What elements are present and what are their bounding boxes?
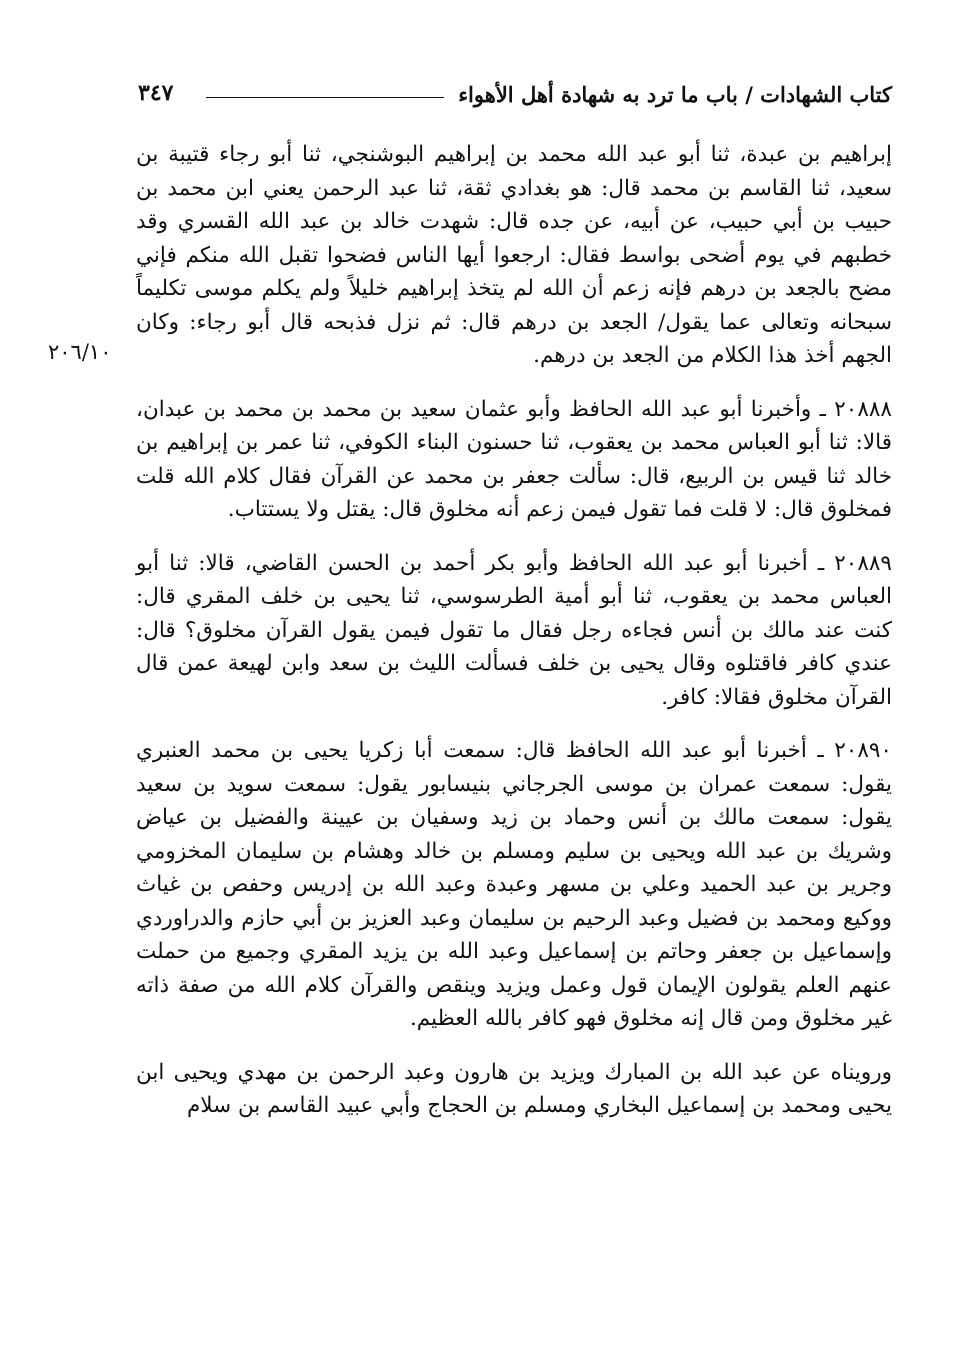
paragraph-text: إبراهيم بن عبدة، ثنا أبو عبد الله محمد بن إبراهيم البوشنجي، ثنا أبو رجاء قتيبة بن سعيد، ثنا القاسم بن محمد قال: هو بغدادي ثقة، ثنا عبد الرحمن يعني ابن محمد بن حبيب بن أبي حبيب، عن أبيه، عن جده قال: شهدت خالد بن عبد الله القسري وقد خطبهم في يوم أضحى بواسط فقال: ارجعوا أيها الناس فضحوا تقبل الله منكم فإني مضح بالجعد بن درهم فإنه زعم أن الله لم يتخذ إبراهيم خليلاً ولم يكلم موسى تكليماً سبحانه وتعالى عما يقول/ الجعد بن درهم قال: ثم نزل فذبحه قال أبو رجاء: وكان الجهم أخذ هذا الكلام من الجعد بن درهم. <box>136 142 892 368</box>
paragraph-text: ورويناه عن عبد الله بن المبارك ويزيد بن هارون وعبد الرحمن بن مهدي ويحيى ابن يحيى ومحمد بن إسماعيل البخاري ومسلم بن الحجاج وأبي عبيد القاسم بن سلام <box>136 1059 892 1118</box>
paragraph-continuation <box>136 1056 892 1123</box>
margin-reference: ٢٠٦/١٠ <box>48 340 112 364</box>
hadith-number: ٢٠٨٨٩ <box>834 550 892 576</box>
page-header <box>136 70 892 110</box>
page-number: ٣٤٧ <box>138 80 174 106</box>
hadith-paragraph <box>136 734 892 1036</box>
hadith-paragraph <box>136 547 892 715</box>
hadith-number: ٢٠٨٩٠ <box>834 738 892 763</box>
paragraph-text: ـ أخبرنا أبو عبد الله الحافظ وأبو بكر أحمد بن الحسن القاضي، قالا: ثنا أبو العباس محمد بن يعقوب، ثنا أبو أمية الطرسوسي، ثنا يحيى بن خلف المقري قال: كنت عند مالك بن أنس فجاءه رجل فقال ما تقول فيمن يقول القرآن مخلوق؟ قال: عندي كافر فاقتلوه وقال يحيى بن خلف فسألت الليث بن سعد وابن لهيعة عمن قال القرآن مخلوق فقالا: كافر. <box>136 550 892 710</box>
header-rule <box>206 97 444 98</box>
running-title: كتاب الشهادات / باب ما ترد به شهادة أهل الأهواء <box>458 82 892 107</box>
hadith-number: ٢٠٨٨٨ <box>834 396 892 422</box>
paragraph-continuation <box>136 138 892 373</box>
hadith-paragraph <box>136 393 892 527</box>
paragraph-text: ـ أخبرنا أبو عبد الله الحافظ قال: سمعت أبا زكريا يحيى بن محمد العنبري يقول: سمعت عمران بن موسى الجرجاني بنيسابور يقول: سمعت سويد بن سعيد يقول: سمعت مالك بن أنس وحماد بن زيد وسفيان بن عيينة والفضيل بن عياض وشريك بن عبد الله ويحيى بن سليم ومسلم بن خالد وهشام بن سليمان المخزومي وجرير بن عبد الحميد وعلي بن مسهر وعبدة وعبد الله بن إدريس وحفص بن غياث ووكيع ومحمد بن فضيل وعبد الرحيم بن سليمان وعبد العزيز بن أبي حازم والدراوردي وإسماعيل بن جعفر وحاتم بن إسماعيل وعبد الله بن يزيد المقري وجميع من حملت عنهم العلم يقولون الإيمان قول وعمل ويزيد وينقص والقرآن كلام الله من صفة ذاته غير مخلوق ومن قال إنه مخلوق فهو كافر بالله العظيم. <box>136 738 892 1031</box>
paragraph-text: ـ وأخبرنا أبو عبد الله الحافظ وأبو عثمان سعيد بن محمد بن محمد بن عبدان، قالا: ثنا أبو العباس محمد بن يعقوب، ثنا حسنون البناء الكوفي، ثنا عمر بن إبراهيم بن خالد ثنا قيس بن الربيع، قال: سألت جعفر بن محمد عن القرآن فقال كلام الله قلت فمخلوق قال: لا قلت فما تقول فيمن زعم أنه مخلوق قال: يقتل ولا يستتاب. <box>136 396 892 522</box>
body-text <box>136 138 892 1123</box>
